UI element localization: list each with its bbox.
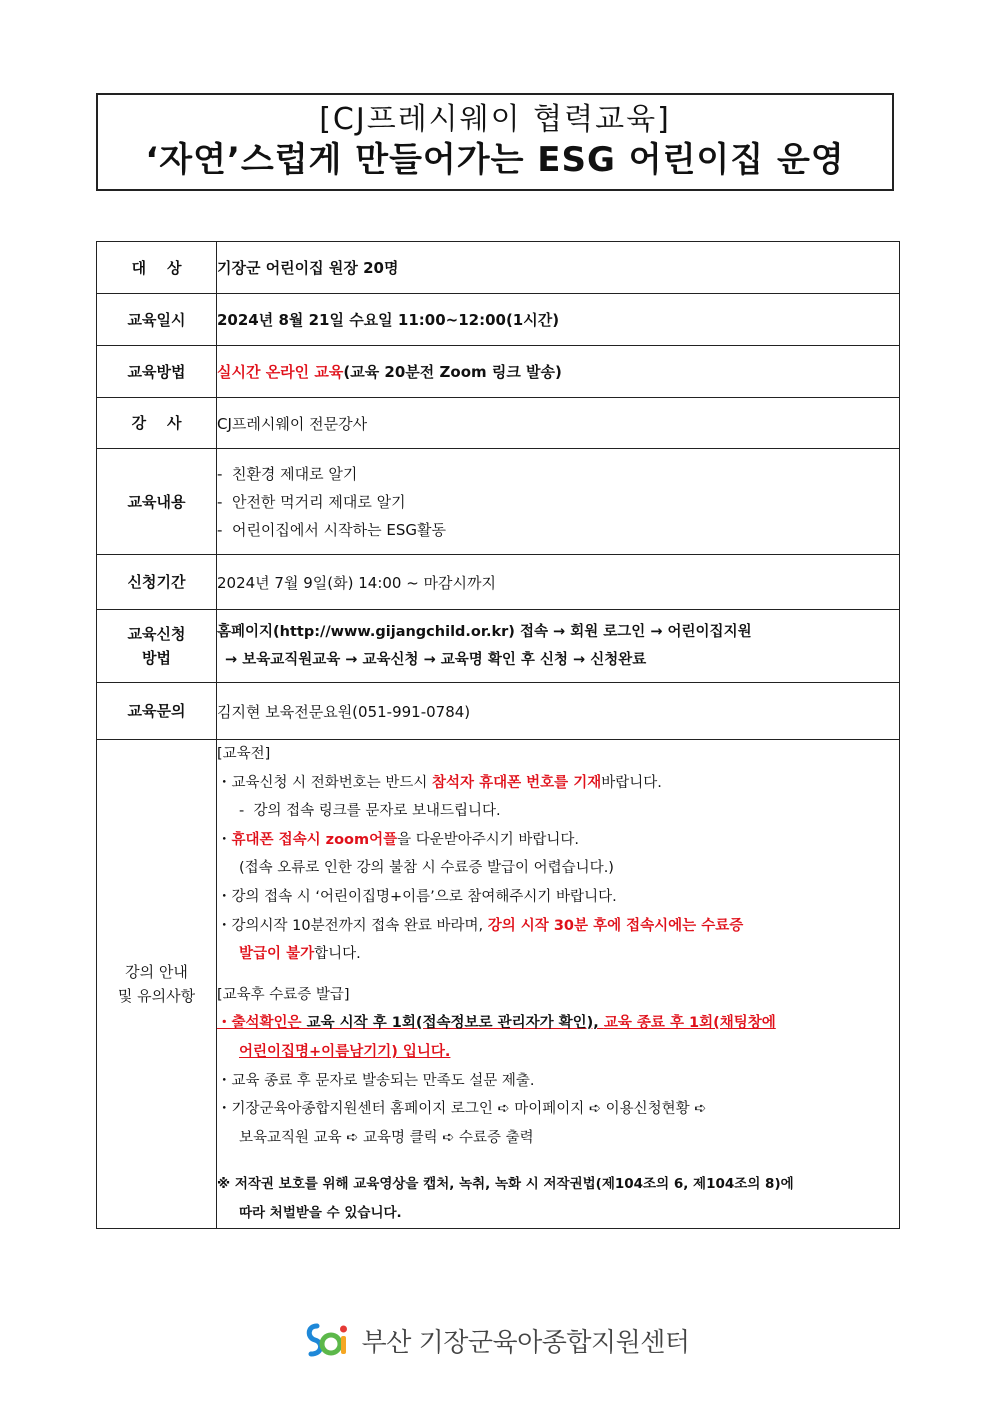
value-method (217, 346, 900, 398)
note-b4: ・강의시작 10분전까지 접속 완료 바라며, 강의 시작 30분 후에 접속시에는 수료증 (217, 917, 744, 934)
value-inquiry: 김지현 보육전문요원(051-991-0784) (217, 683, 900, 740)
row-lecturer (97, 398, 900, 449)
row-apply (97, 610, 900, 683)
row-date (97, 294, 900, 346)
label-inquiry: 교육문의 (97, 683, 217, 740)
note-b3: ・강의 접속 시 ‘어린이집명+이름’으로 참여해주시기 바랍니다. (217, 888, 617, 905)
title-subtitle: [CJ프레시웨이 협력교육] (319, 102, 671, 137)
value-lecturer: CJ프레시웨이 전문강사 (217, 398, 900, 449)
apply-line-1: 홈페이지(http://www.gijangchild.or.kr) 접속 → 회원 로그인 → 어린이집지원 (217, 624, 752, 640)
note-b4-sub: 발급이 불가합니다. (239, 946, 361, 963)
info-table (96, 241, 900, 1229)
label-lecturer: 강 사 (97, 398, 217, 449)
footer-org-name: 부산 기장군육아종합지원센터 (361, 1327, 690, 1358)
method-online: 실시간 온라인 교육 (217, 363, 344, 381)
note-a3: ・기장군육아종합지원센터 홈페이지 로그인 ➪ 마이페이지 ➪ 이용신청현황 ➪ (217, 1101, 707, 1118)
apply-line-2: → 보육교직원교육 → 교육신청 → 교육명 확인 후 신청 → 신청완료 (225, 652, 647, 668)
content-item: - 안전한 먹거리 제대로 알기 (217, 492, 406, 511)
copyright-notice: ※ 저작권 보호를 위해 교육영상을 캡처, 녹취, 녹화 시 저작권법(제104조의 6, 제104조의 8)에 (217, 1176, 794, 1193)
note-b2-sub: (접속 오류로 인한 강의 불참 시 수료증 발급이 어렵습니다.) (239, 860, 614, 877)
value-date: 2024년 8월 21일 수요일 11:00~12:00(1시간) (217, 294, 900, 346)
row-period (97, 555, 900, 610)
row-inquiry (97, 683, 900, 740)
label-content: 교육내용 (97, 449, 217, 555)
note-a1-sub: 어린이집명+이름남기기) 입니다. (239, 1043, 451, 1060)
sci-logo-icon (303, 1318, 351, 1362)
note-b1-sub: - 강의 접속 링크를 문자로 보내드립니다. (239, 803, 501, 820)
value-apply (217, 610, 900, 683)
method-note: (교육 20분전 Zoom 링크 발송) (343, 363, 562, 381)
note-a3-sub: 보육교직원 교육 ➪ 교육명 클릭 ➪ 수료증 출력 (239, 1129, 534, 1146)
label-target: 대 상 (97, 242, 217, 294)
title-main: ‘자연’스럽게 만들어가는 ESG 어린이집 운영 (145, 140, 845, 180)
note-a2: ・교육 종료 후 문자로 발송되는 만족도 설문 제출. (217, 1072, 535, 1089)
value-target: 기장군 어린이집 원장 20명 (217, 242, 900, 294)
label-notes: 강의 안내 및 유의사항 (97, 740, 217, 1229)
note-a1: ・출석확인은 교육 시작 후 1회(접속정보로 관리자가 확인), 교육 종료 후 1회(채팅창에 (217, 1015, 776, 1032)
title-box (96, 93, 894, 191)
value-content (217, 449, 900, 555)
content-item: - 친환경 제대로 알기 (217, 464, 358, 483)
row-notes (97, 740, 900, 1229)
note-b2: ・휴대폰 접속시 zoom어플을 다운받아주시기 바랍니다. (217, 831, 580, 848)
copyright-notice-2: 따라 처벌받을 수 있습니다. (239, 1204, 402, 1221)
label-date: 교육일시 (97, 294, 217, 346)
row-content (97, 449, 900, 555)
label-method: 교육방법 (97, 346, 217, 398)
value-period: 2024년 7월 9일(화) 14:00 ~ 마감시까지 (217, 555, 900, 610)
label-apply: 교육신청 방법 (97, 610, 217, 683)
row-method (97, 346, 900, 398)
note-b1: ・교육신청 시 전화번호는 반드시 참석자 휴대폰 번호를 기재바랍니다. (217, 774, 662, 791)
after-heading: [교육후 수료증 발급] (217, 986, 350, 1003)
footer (0, 1318, 992, 1362)
content-item: - 어린이집에서 시작하는 ESG활동 (217, 520, 446, 539)
label-period: 신청기간 (97, 555, 217, 610)
value-notes (217, 740, 900, 1229)
before-heading: [교육전] (217, 746, 271, 762)
row-target (97, 242, 900, 294)
